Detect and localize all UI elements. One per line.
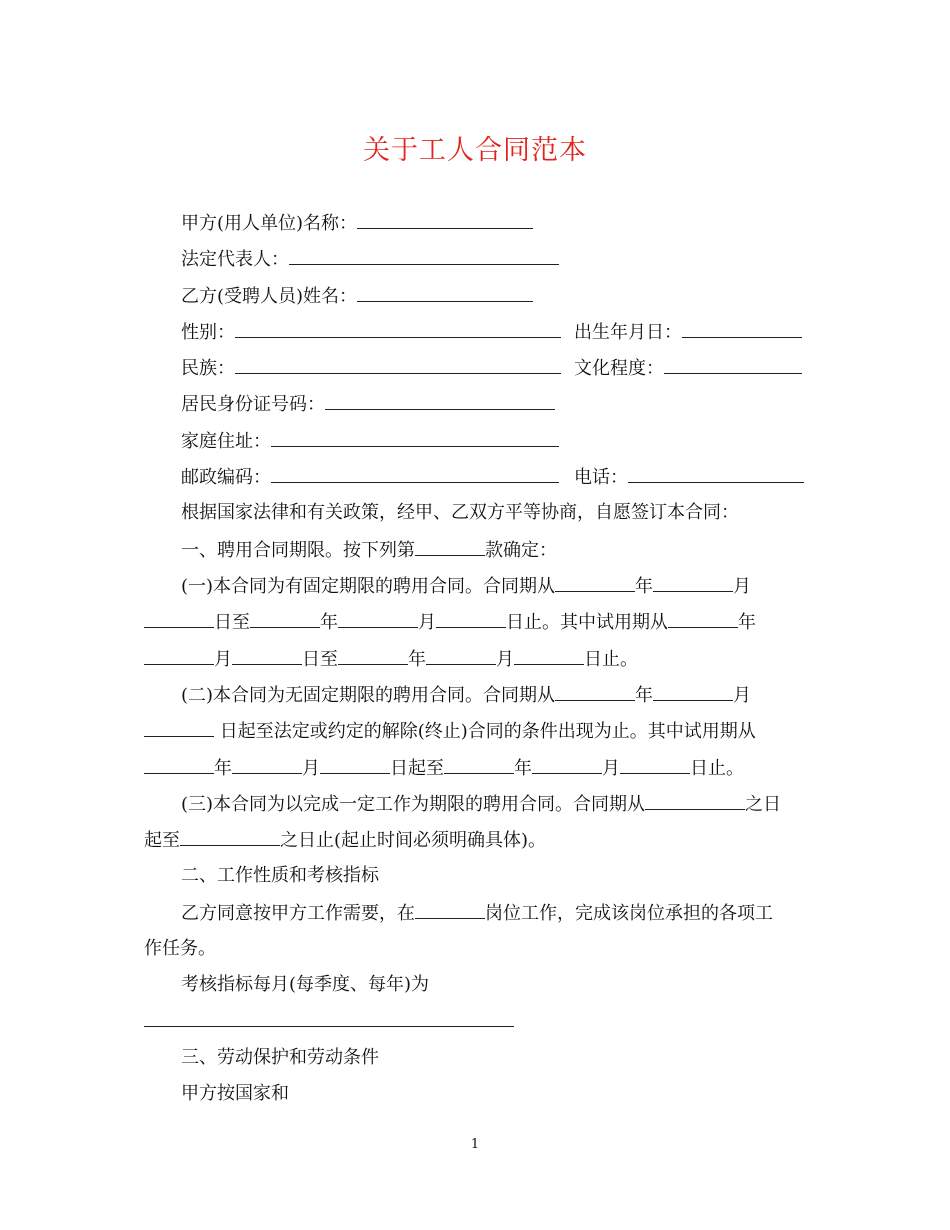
trial-end-month-blank[interactable] (532, 756, 602, 774)
day-end-label: 日止。 (584, 649, 638, 670)
month-label: 月 (302, 758, 320, 779)
section-1-heading-text: 一、聘用合同期限。按下列第 (181, 540, 415, 561)
clause-2-text: (二)本合同为无固定期限的聘用合同。合同期从 (181, 685, 556, 706)
birth-date-blank[interactable] (682, 320, 802, 338)
clause-3-text: (三)本合同为以完成一定工作为期限的聘用合同。合同期从 (181, 794, 646, 815)
education-field (574, 356, 802, 381)
clause-2-line-1 (144, 683, 806, 708)
education-blank[interactable] (664, 356, 802, 374)
start-day-blank[interactable] (144, 610, 214, 628)
postcode-blank[interactable] (271, 465, 559, 483)
year-label: 年 (635, 685, 654, 706)
month-label: 月 (733, 685, 752, 706)
trial-end-year-blank[interactable] (444, 756, 514, 774)
section-2-para-2: 考核指标每月(每季度、每年)为 (181, 974, 430, 995)
ethnicity-education-row (144, 356, 806, 381)
clause-3-line-1 (144, 792, 806, 817)
end-month-blank[interactable] (338, 610, 418, 628)
ethnicity-blank[interactable] (235, 356, 561, 374)
trial-start-month-blank[interactable] (144, 647, 214, 665)
assessment-line (144, 1009, 806, 1034)
day-to-label: 日至 (302, 649, 338, 670)
postcode-phone-row (144, 465, 806, 490)
year-label: 年 (408, 649, 426, 670)
trial-end-day-blank[interactable] (620, 756, 690, 774)
year-label: 年 (320, 612, 338, 633)
section-1-heading (144, 538, 806, 563)
birth-date-label: 出生年月日： (574, 322, 682, 343)
document-title: 关于工人合同范本 (363, 135, 587, 166)
clause-number-blank[interactable] (415, 538, 485, 556)
page-number: 1 (470, 1137, 480, 1152)
trial-start-month-blank[interactable] (232, 756, 302, 774)
month-label: 月 (496, 649, 514, 670)
trial-end-day-blank[interactable] (514, 647, 584, 665)
clause-3-line-2 (144, 828, 806, 853)
section-2-text: 乙方同意按甲方工作需要，在 (181, 903, 415, 924)
day-from-to-label: 日起至 (390, 758, 444, 779)
year-label: 年 (635, 576, 654, 597)
gender-birth-row (144, 320, 806, 345)
year-label: 年 (514, 758, 532, 779)
clause-1-line-3 (144, 647, 806, 672)
employee-name-label: 乙方(受聘人员)姓名： (181, 286, 358, 307)
id-number-field (144, 392, 806, 417)
end-date-blank[interactable] (180, 828, 280, 846)
trial-end-year-blank[interactable] (338, 647, 408, 665)
employee-name-blank[interactable] (357, 284, 533, 302)
end-day-blank[interactable] (436, 610, 506, 628)
start-month-blank[interactable] (653, 683, 733, 701)
start-year-blank[interactable] (555, 574, 635, 592)
section-3-heading: 三、劳动保护和劳动条件 (181, 1047, 379, 1068)
clause-2-line-2 (144, 719, 806, 744)
address-label: 家庭住址： (181, 431, 271, 452)
trial-start-year-blank[interactable] (144, 756, 214, 774)
clause-2-line-3 (144, 756, 806, 781)
start-date-blank[interactable] (645, 792, 745, 810)
ethnicity-label: 民族： (181, 358, 235, 379)
clause-3-to-label: 起至 (144, 830, 180, 851)
postcode-label: 邮政编码： (181, 467, 271, 488)
trial-start-year-blank[interactable] (668, 610, 738, 628)
month-label: 月 (214, 649, 232, 670)
section-3-para-1: 甲方按国家和 (181, 1083, 289, 1104)
year-label: 年 (214, 758, 232, 779)
clause-1-line-2 (144, 610, 806, 635)
phone-field (574, 465, 804, 490)
position-blank[interactable] (415, 901, 485, 919)
month-label: 月 (602, 758, 620, 779)
clause-3-day-label: 之日 (745, 794, 782, 815)
intro-paragraph: 根据国家法律和有关政策，经甲、乙双方平等协商，自愿签订本合同： (181, 502, 739, 523)
section-1-heading-end: 款确定： (485, 540, 557, 561)
trial-end-month-blank[interactable] (426, 647, 496, 665)
employer-name-field (144, 211, 806, 236)
legal-rep-field (144, 247, 806, 272)
clause-1-text: (一)本合同为有固定期限的聘用合同。合同期从 (181, 576, 556, 597)
start-day-blank[interactable] (144, 719, 214, 737)
clause-2-condition-text: 日起至法定或约定的解除(终止)合同的条件出现为止。其中试用期从 (219, 721, 756, 742)
month-label: 月 (418, 612, 436, 633)
clause-1-line-1 (144, 574, 806, 599)
phone-blank[interactable] (628, 465, 804, 483)
employer-name-label: 甲方(用人单位)名称： (181, 213, 358, 234)
trial-from-label: 日止。其中试用期从 (506, 612, 668, 633)
year-label: 年 (738, 612, 756, 633)
gender-blank[interactable] (235, 320, 561, 338)
trial-start-day-blank[interactable] (232, 647, 302, 665)
address-field (144, 429, 806, 454)
day-end-label: 日止。 (690, 758, 744, 779)
assessment-blank[interactable] (144, 1009, 514, 1027)
id-number-label: 居民身份证号码： (181, 394, 325, 415)
start-month-blank[interactable] (653, 574, 733, 592)
employer-name-blank[interactable] (357, 211, 533, 229)
month-label: 月 (733, 576, 752, 597)
address-blank[interactable] (271, 429, 559, 447)
end-year-blank[interactable] (250, 610, 320, 628)
employee-name-field (144, 284, 806, 309)
id-number-blank[interactable] (325, 392, 555, 410)
education-label: 文化程度： (574, 358, 664, 379)
section-2-para-1-line-2: 作任务。 (144, 938, 216, 959)
birth-date-field (574, 320, 802, 345)
clause-3-end-text: 之日止(起止时间必须明确具体)。 (280, 830, 547, 851)
section-2-heading: 二、工作性质和考核指标 (181, 865, 379, 886)
gender-label: 性别： (181, 322, 235, 343)
legal-rep-label: 法定代表人： (181, 249, 289, 270)
start-year-blank[interactable] (555, 683, 635, 701)
section-2-text-end: 岗位工作，完成该岗位承担的各项工 (485, 903, 773, 924)
phone-label: 电话： (574, 467, 628, 488)
section-2-para-1-line-1 (144, 901, 806, 926)
trial-start-day-blank[interactable] (320, 756, 390, 774)
day-to-label: 日至 (214, 612, 250, 633)
legal-rep-blank[interactable] (289, 247, 559, 265)
